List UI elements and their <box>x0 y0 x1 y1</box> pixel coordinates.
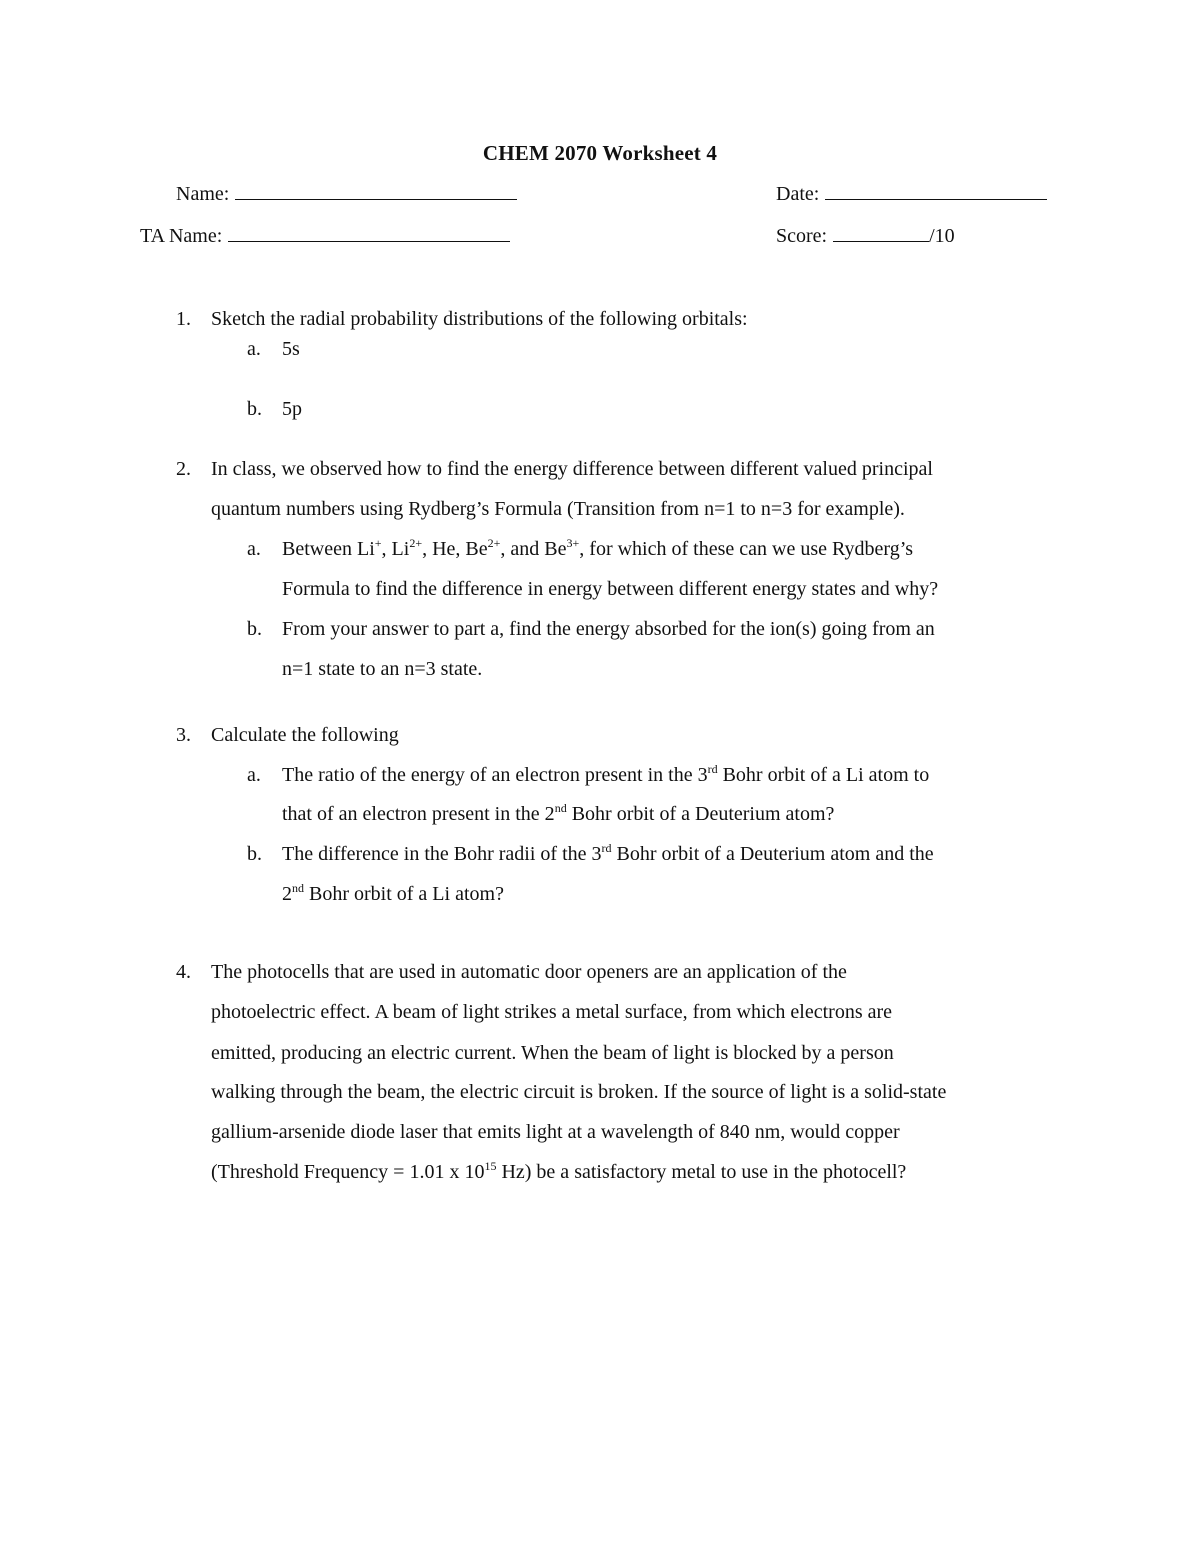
q4-line3: emitted, producing an electric current. When the beam of light is blocked by a person <box>211 1042 894 1064</box>
page-title: CHEM 2070 Worksheet 4 <box>482 141 718 165</box>
q2-line2: quantum numbers using Rydberg’s Formula (Transition from n=1 to n=3 for example). <box>211 498 905 520</box>
date-label: Date: <box>776 183 820 205</box>
date-blank <box>825 181 1047 200</box>
q3-b-line2: 2nd Bohr orbit of a Li atom? <box>282 881 504 905</box>
q1-text: Sketch the radial probability distributions of the following orbitals: <box>211 308 748 330</box>
q2-b-line1: From your answer to part a, find the energy absorbed for the ion(s) going from an <box>282 618 935 640</box>
ta-name-blank <box>228 223 510 242</box>
q2-number: 2. <box>176 458 191 480</box>
name-blank <box>235 181 517 200</box>
q3-a-line2: that of an electron present in the 2nd Bohr orbit of a Deuterium atom? <box>282 801 835 825</box>
score-label: Score: <box>776 225 828 247</box>
q2-a-label: a. <box>247 538 261 560</box>
score-field <box>776 223 955 248</box>
q3-number: 3. <box>176 724 191 746</box>
q1-number: 1. <box>176 308 191 330</box>
q3-b-line1: The difference in the Bohr radii of the 3rd Bohr orbit of a Deuterium atom and the <box>282 841 934 865</box>
q3-a-label: a. <box>247 764 261 786</box>
q4-line5: gallium-arsenide diode laser that emits light at a wavelength of 840 nm, would copper <box>211 1121 900 1143</box>
name-label: Name: <box>176 183 230 205</box>
q3-text: Calculate the following <box>211 724 399 746</box>
q2-b-line2: n=1 state to an n=3 state. <box>282 658 483 680</box>
q4-line2: photoelectric effect. A beam of light strikes a metal surface, from which electrons are <box>211 1001 893 1023</box>
ta-name-field <box>140 223 510 248</box>
q1-a-label: a. <box>247 338 261 360</box>
q1-b-label: b. <box>247 398 262 420</box>
q4-number: 4. <box>176 961 191 983</box>
q2-line1: In class, we observed how to find the energy difference between different valued principal <box>211 458 933 480</box>
q1-b-text: 5p <box>282 398 302 420</box>
q4-line6: (Threshold Frequency = 1.01 x $10^{15}$ Hz) be a satisfactory metal to use in the photocell? <box>211 1159 907 1183</box>
name-field <box>176 181 517 206</box>
q2-a-line2: Formula to find the difference in energy between different energy states and why? <box>282 578 939 600</box>
q4-line4: walking through the beam, the electric circuit is broken. If the source of light is a solid-state <box>211 1081 947 1103</box>
score-suffix: /10 <box>929 225 955 247</box>
q2-b-label: b. <box>247 618 262 640</box>
q3-b-label: b. <box>247 843 262 865</box>
score-blank <box>833 223 929 242</box>
q4-line1: The photocells that are used in automatic door openers are an application of the <box>211 961 847 983</box>
date-field <box>776 181 1047 206</box>
q3-a-line1: The ratio of the energy of an electron present in the 3rd Bohr orbit of a Li atom to <box>282 762 930 786</box>
q2-a-line1: Between Li+, $Li^{2+}$, He, $Be^{2+}$, and $Be^{3+}$, for which of these can we use Rydberg’s <box>282 536 914 560</box>
q1-a-text: 5s <box>282 338 300 360</box>
ta-name-label: TA Name: <box>140 225 223 247</box>
